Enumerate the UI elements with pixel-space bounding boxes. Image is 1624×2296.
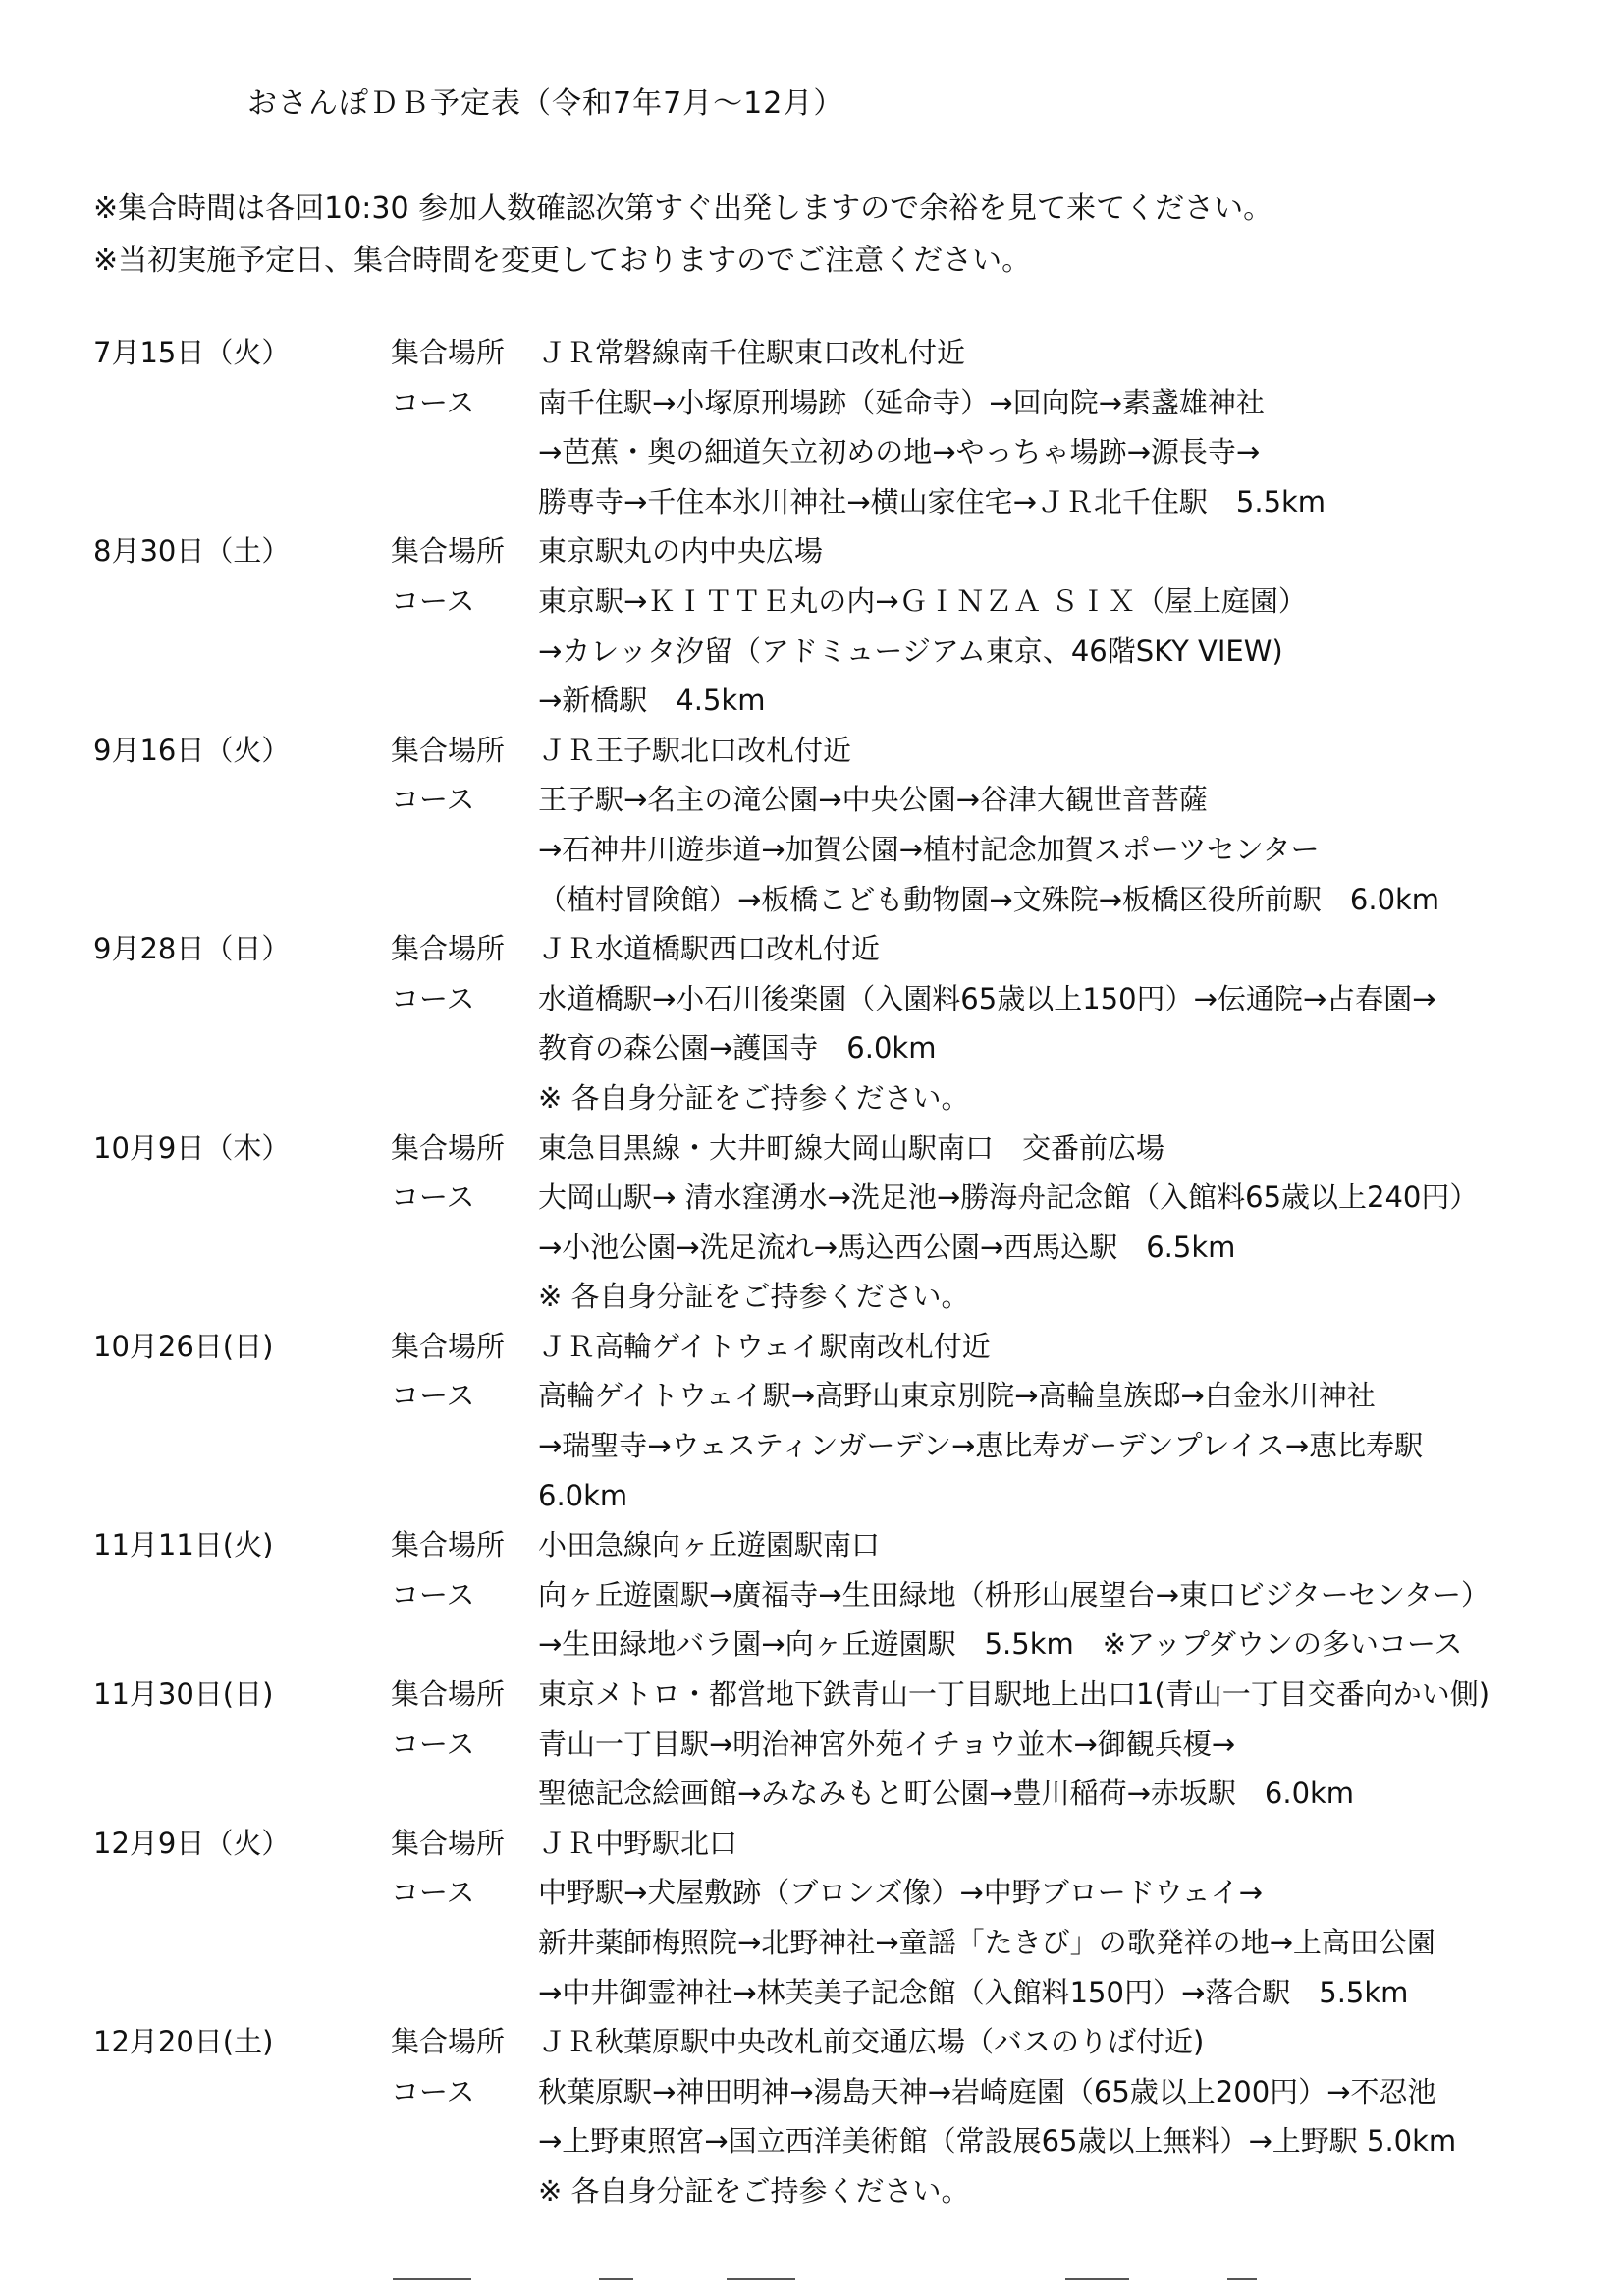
course-line: 大岡山駅→ 清水窪湧水→洗足池→勝海舟記念館（入館料65歳以上240円） <box>538 1180 1479 1215</box>
footer-rule <box>727 2278 795 2280</box>
schedule-entry <box>93 1669 1605 1819</box>
course-line: 教育の森公園→護国寺 6.0km <box>538 1031 937 1066</box>
date-spacer <box>93 1073 391 1123</box>
entry-date: 11月30日(日) <box>93 1677 274 1712</box>
course-line: 新井薬師梅照院→北野神社→童謡「たきび」の歌発祥の地→上高田公園 <box>538 1926 1435 1959</box>
course-row <box>93 1570 1605 1620</box>
course-row <box>93 1619 1605 1669</box>
date-spacer <box>93 825 391 875</box>
entry-date: 10月9日（木） <box>93 1130 291 1165</box>
meeting-place: ＪＲ常磐線南千住駅東口改札付近 <box>538 336 966 369</box>
course-row <box>93 1173 1605 1223</box>
label-spacer <box>391 1272 538 1322</box>
label-spacer <box>391 875 538 925</box>
course-label: コース <box>391 783 475 817</box>
date-spacer <box>93 974 391 1024</box>
course-line: →生田緑地バラ園→向ヶ丘遊園駅 5.5km ※アップダウンの多いコース <box>538 1627 1463 1662</box>
label-spacer <box>391 2166 538 2216</box>
date-spacer <box>93 627 391 677</box>
course-label: コース <box>391 1876 475 1910</box>
course-row <box>93 1868 1605 1918</box>
meeting-place: ＪＲ秋葉原駅中央改札前交通広場（バスのりば付近) <box>538 2025 1205 2059</box>
course-row <box>93 378 1605 428</box>
meeting-place-label: 集合場所 <box>391 1130 506 1165</box>
meeting-place-label: 集合場所 <box>391 336 506 369</box>
course-row <box>93 1769 1605 1819</box>
label-spacer <box>391 1073 538 1123</box>
footer-rule <box>1227 2278 1257 2280</box>
course-line: （植村冒険館）→板橋こども動物園→文殊院→板橋区役所前駅 6.0km <box>538 882 1440 916</box>
course-row <box>93 627 1605 677</box>
note-meeting-time: ※集合時間は各回10:30 参加人数確認次第すぐ出発しますので余裕を見て来てください。 <box>93 191 1273 226</box>
schedule-entry <box>93 526 1605 725</box>
meeting-place-label: 集合場所 <box>391 932 506 966</box>
course-line: 南千住駅→小塚原刑場跡（延命寺）→回向院→素盞雄神社 <box>538 385 1265 419</box>
course-row <box>93 1968 1605 2018</box>
schedule-entry <box>93 1520 1605 1669</box>
date-spacer <box>93 676 391 726</box>
meeting-place: ＪＲ中野駅北口 <box>538 1826 738 1860</box>
date-spacer <box>93 1421 391 1471</box>
course-line: 水道橋駅→小石川後楽園（入園料65歳以上150円）→伝通院→占春園→ <box>538 981 1436 1015</box>
course-row <box>93 676 1605 726</box>
date-spacer <box>93 427 391 477</box>
course-row <box>93 576 1605 627</box>
date-spacer <box>93 1223 391 1273</box>
date-spacer <box>93 378 391 428</box>
meeting-place-label: 集合場所 <box>391 1528 506 1562</box>
date-spacer <box>93 1619 391 1669</box>
date-spacer <box>93 2067 391 2117</box>
meeting-place-label: 集合場所 <box>391 1329 506 1363</box>
meeting-row <box>93 924 1605 974</box>
course-line: 聖徳記念絵画館→みなみもと町公園→豊川稲荷→赤坂駅 6.0km <box>538 1777 1355 1811</box>
date-spacer <box>93 1868 391 1918</box>
schedule-entry <box>93 726 1605 924</box>
schedule-entry <box>93 328 1605 526</box>
course-row <box>93 1471 1605 1521</box>
entry-date: 8月30日（土） <box>93 534 291 569</box>
meeting-place: 東京メトロ・都営地下鉄青山一丁目駅地上出口1(青山一丁目交番向かい側) <box>538 1677 1490 1712</box>
meeting-row <box>93 526 1605 576</box>
course-line: 勝専寺→千住本氷川神社→横山家住宅→ＪＲ北千住駅 5.5km <box>538 484 1326 519</box>
course-label: コース <box>391 1577 475 1612</box>
course-line: 向ヶ丘遊園駅→廣福寺→生田緑地（枡形山展望台→東口ビジターセンター） <box>538 1577 1489 1612</box>
course-line: 青山一丁目駅→明治神宮外苑イチョウ並木→御観兵榎→ <box>538 1726 1236 1761</box>
date-spacer <box>93 1371 391 1421</box>
label-spacer <box>391 1619 538 1669</box>
meeting-place-label: 集合場所 <box>391 1826 506 1860</box>
label-spacer <box>391 1223 538 1273</box>
label-spacer <box>391 427 538 477</box>
date-spacer <box>93 775 391 825</box>
date-spacer <box>93 2116 391 2166</box>
meeting-row <box>93 1123 1605 1174</box>
entry-date: 11月11日(火) <box>93 1528 274 1562</box>
course-line: →芭蕉・奥の細道矢立初めの地→やっちゃ場跡→源長寺→ <box>538 435 1261 469</box>
course-row <box>93 775 1605 825</box>
schedule-entry <box>93 2017 1605 2215</box>
meeting-row <box>93 1520 1605 1570</box>
meeting-place: ＪＲ水道橋駅西口改札付近 <box>538 932 881 966</box>
course-line: →カレッタ汐留（アドミュージアム東京、46階SKY VIEW) <box>538 633 1283 668</box>
course-line: 高輪ゲイトウェイ駅→高野山東京別院→高輪皇族邸→白金氷川神社 <box>538 1379 1376 1413</box>
label-spacer <box>391 676 538 726</box>
label-spacer <box>391 1023 538 1073</box>
course-row <box>93 1371 1605 1421</box>
date-spacer <box>93 1769 391 1819</box>
date-spacer <box>93 1023 391 1073</box>
meeting-place-label: 集合場所 <box>391 1677 506 1712</box>
entry-date: 12月20日(土) <box>93 2025 274 2059</box>
course-row <box>93 477 1605 527</box>
label-spacer <box>391 1421 538 1471</box>
date-spacer <box>93 2166 391 2216</box>
course-label: コース <box>391 1726 475 1761</box>
meeting-row <box>93 328 1605 378</box>
meeting-place: 東京駅丸の内中央広場 <box>538 534 824 569</box>
meeting-place-label: 集合場所 <box>391 2025 506 2059</box>
label-spacer <box>391 1918 538 1968</box>
course-line: 中野駅→犬屋敷跡（ブロンズ像）→中野ブロードウェイ→ <box>538 1876 1263 1910</box>
course-row <box>93 974 1605 1024</box>
course-row <box>93 1223 1605 1273</box>
date-spacer <box>93 1918 391 1968</box>
course-row <box>93 427 1605 477</box>
course-label: コース <box>391 1379 475 1413</box>
meeting-row <box>93 726 1605 776</box>
entry-date: 9月16日（火） <box>93 733 291 767</box>
footer-rule <box>1065 2278 1129 2280</box>
course-line: →小池公園→洗足流れ→馬込西公園→西馬込駅 6.5km <box>538 1230 1236 1264</box>
course-row <box>93 875 1605 925</box>
course-label: コース <box>391 583 475 618</box>
date-spacer <box>93 1272 391 1322</box>
schedule-entry <box>93 1123 1605 1322</box>
meeting-row <box>93 1819 1605 1869</box>
course-row <box>93 1918 1605 1968</box>
course-line: →中井御霊神社→林芙美子記念館（入館料150円）→落合駅 5.5km <box>538 1975 1409 2009</box>
course-line: →上野東照宮→国立西洋美術館（常設展65歳以上無料）→上野駅 5.0km <box>538 2124 1457 2159</box>
footer-rule <box>599 2278 633 2280</box>
meeting-place: ＪＲ高輪ゲイトウェイ駅南改札付近 <box>538 1329 991 1363</box>
course-row <box>93 2116 1605 2166</box>
course-line: 秋葉原駅→神田明神→湯島天神→岩崎庭園（65歳以上200円）→不忍池 <box>538 2074 1436 2108</box>
schedule-entry <box>93 1322 1605 1520</box>
course-row <box>93 1720 1605 1770</box>
course-line: ※ 各自身分証をご持参ください。 <box>538 1080 970 1115</box>
walk-schedule-list <box>93 328 1605 2216</box>
meeting-row <box>93 1322 1605 1372</box>
date-spacer <box>93 1720 391 1770</box>
label-spacer <box>391 1471 538 1521</box>
entry-date: 12月9日（火） <box>93 1826 291 1860</box>
course-row <box>93 1023 1605 1073</box>
course-row <box>93 825 1605 875</box>
course-line: →石神井川遊歩道→加賀公園→植村記念加賀スポーツセンター <box>538 832 1320 866</box>
label-spacer <box>391 825 538 875</box>
course-line: 東京駅→ＫＩＴＴＥ丸の内→ＧＩＮＺＡ ＳＩＸ（屋上庭園） <box>538 583 1307 618</box>
meeting-row <box>93 1669 1605 1720</box>
course-label: コース <box>391 2074 475 2108</box>
note-schedule-change: ※当初実施予定日、集合時間を変更しておりますのでご注意ください。 <box>93 244 1032 278</box>
date-spacer <box>93 576 391 627</box>
label-spacer <box>391 477 538 527</box>
meeting-place-label: 集合場所 <box>391 733 506 767</box>
course-row <box>93 2067 1605 2117</box>
course-line: →瑞聖寺→ウェスティンガーデン→恵比寿ガーデンプレイス→恵比寿駅 <box>538 1429 1424 1463</box>
date-spacer <box>93 1570 391 1620</box>
course-line: 6.0km <box>538 1478 628 1512</box>
date-spacer <box>93 875 391 925</box>
course-line: 王子駅→名主の滝公園→中央公園→谷津大観世音菩薩 <box>538 783 1208 817</box>
course-label: コース <box>391 981 475 1015</box>
label-spacer <box>391 1968 538 2018</box>
schedule-entry <box>93 1819 1605 2017</box>
course-label: コース <box>391 1180 475 1215</box>
meeting-place: ＪＲ王子駅北口改札付近 <box>538 733 852 767</box>
entry-date: 9月28日（日） <box>93 932 291 966</box>
document-title: おさんぽＤＢ予定表（令和7年7月～12月） <box>247 86 844 121</box>
date-spacer <box>93 477 391 527</box>
course-label: コース <box>391 385 475 419</box>
course-row <box>93 1272 1605 1322</box>
course-row <box>93 1421 1605 1471</box>
date-spacer <box>93 1173 391 1223</box>
footer-rule <box>393 2278 471 2280</box>
course-line: ※ 各自身分証をご持参ください。 <box>538 1280 970 1314</box>
course-row <box>93 2166 1605 2216</box>
meeting-row <box>93 2017 1605 2067</box>
label-spacer <box>391 1769 538 1819</box>
meeting-place-label: 集合場所 <box>391 534 506 569</box>
meeting-place: 東急目黒線・大井町線大岡山駅南口 交番前広場 <box>538 1130 1165 1165</box>
schedule-entry <box>93 924 1605 1122</box>
date-spacer <box>93 1968 391 2018</box>
course-line: ※ 各自身分証をご持参ください。 <box>538 2173 970 2208</box>
date-spacer <box>93 1471 391 1521</box>
entry-date: 7月15日（火） <box>93 336 291 369</box>
entry-date: 10月26日(日) <box>93 1329 274 1363</box>
course-row <box>93 1073 1605 1123</box>
label-spacer <box>391 2116 538 2166</box>
meeting-place: 小田急線向ヶ丘遊園駅南口 <box>538 1528 881 1562</box>
course-line: →新橋駅 4.5km <box>538 683 766 718</box>
label-spacer <box>391 627 538 677</box>
